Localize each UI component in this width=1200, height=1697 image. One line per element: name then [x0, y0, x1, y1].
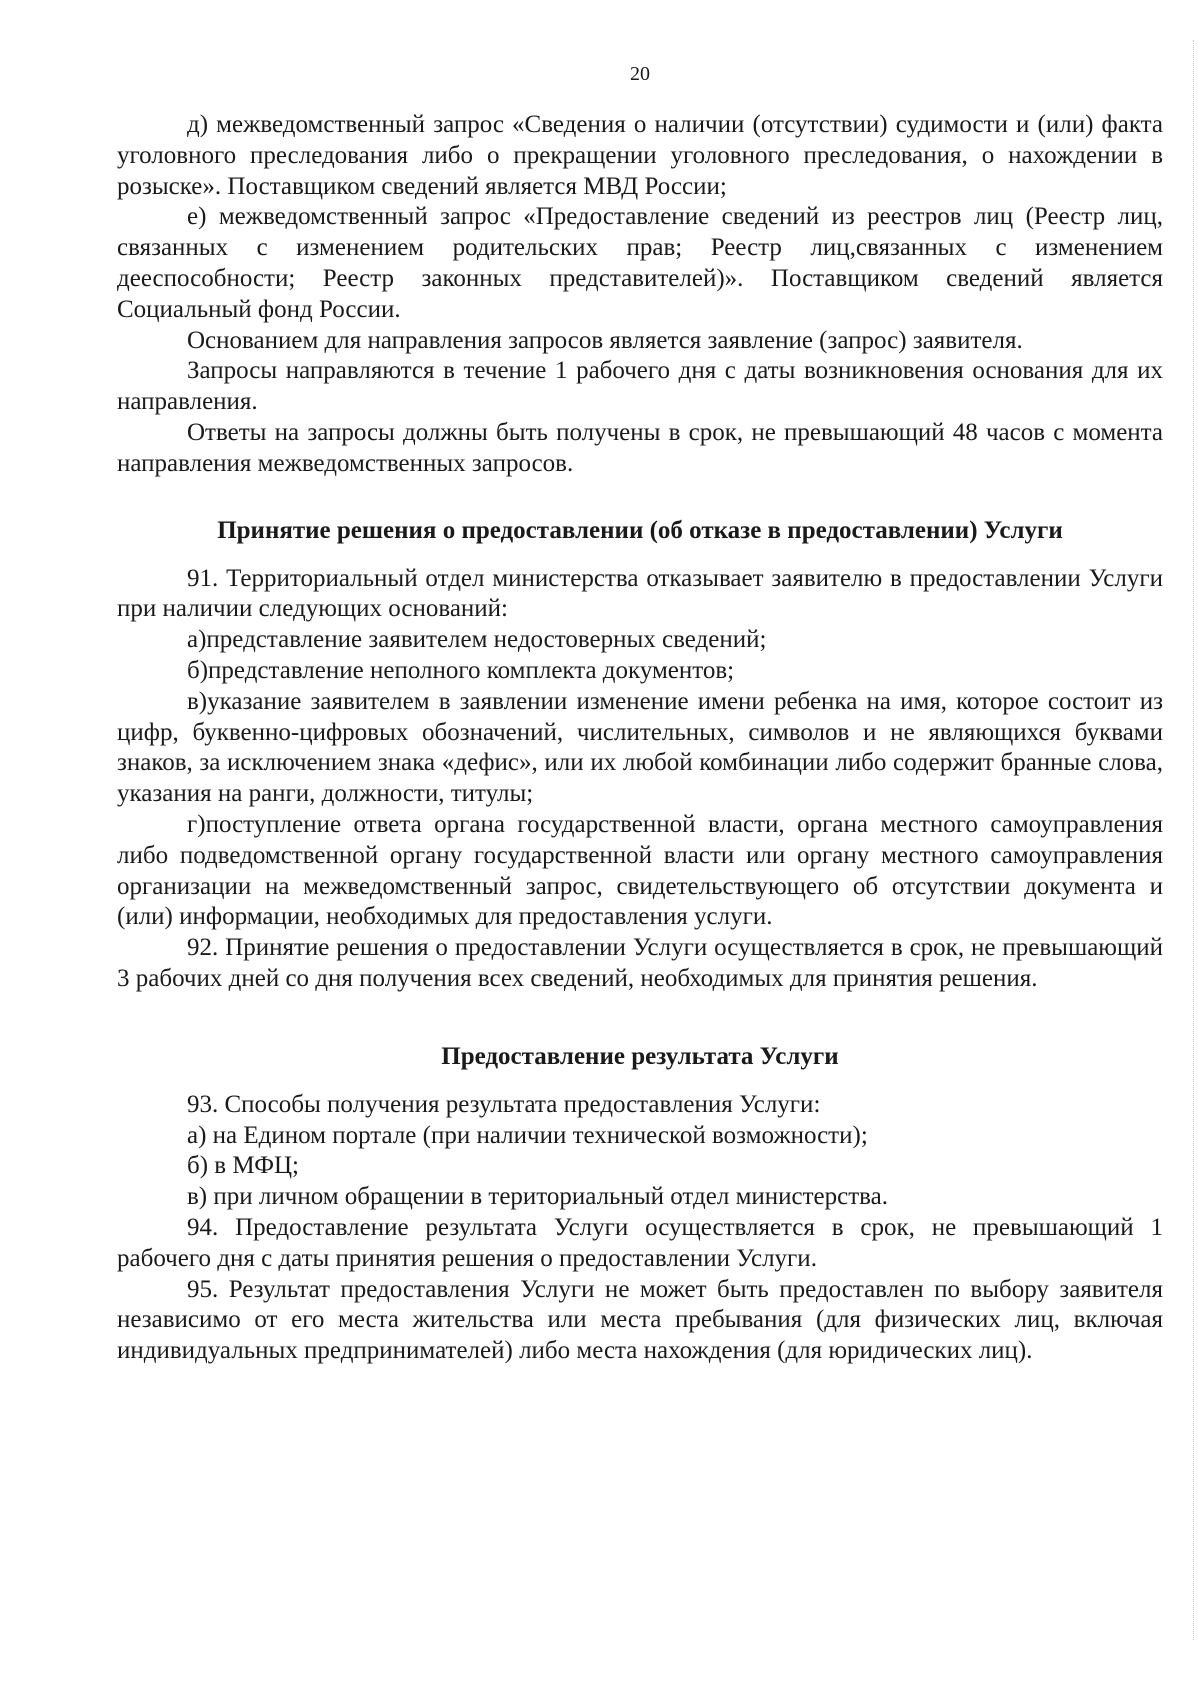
- paragraph-91-b: б)представление неполного комплекта документов;: [187, 656, 735, 684]
- document-body: [117, 110, 1163, 1367]
- paragraph-91-v: в)указание заявителем в заявлении изменение имени ребенка на имя, которое состоит из цифр, буквенно-цифровых обозначений, числительных, символов и не являющихся буквами знаков, за исключением знака «дефис», или их любой комбинации либо содержит бранные слова, указания на ранги, должности, титулы;: [117, 687, 1163, 808]
- paragraph-request-e: е) межведомственный запрос «Предоставление сведений из реестров лиц (Реестр лиц, связанных с изменением родительских прав; Реестр лиц,связанных с изменением дееспособности; Реестр законных представителей)». Поставщиком сведений является Социальный фонд России.: [117, 203, 1163, 323]
- section-heading-result: Предоставление результата Услуги: [441, 1042, 839, 1070]
- paragraph-95: 95. Результат предоставления Услуги не может быть предоставлен по выбору заявителя независимо от его места жительства или места пребывания (для физических лиц, включая индивидуальных предпринимателей) либо места нахождения (для юридических лиц).: [117, 1275, 1163, 1365]
- paragraph-request-timing: Запросы направляются в течение 1 рабочего дня с даты возникновения основания для их направления.: [117, 357, 1163, 416]
- paragraph-request-basis: Основанием для направления запросов является заявление (запрос) заявителя.: [187, 326, 1023, 354]
- scan-edge-marks: [1192, 40, 1194, 1640]
- paragraph-94: 94. Предоставление результата Услуги осуществляется в срок, не превышающий 1 рабочего дня с даты принятия решения о предоставлении Услуги.: [117, 1213, 1163, 1272]
- paragraph-93-a: а) на Едином портале (при наличии технической возможности);: [187, 1121, 868, 1149]
- paragraph-response-timing: Ответы на запросы должны быть получены в срок, не превышающий 48 часов с момента направления межведомственных запросов.: [117, 418, 1163, 477]
- paragraph-93-v: в) при личном обращении в териториальный отдел министерства.: [187, 1183, 888, 1211]
- page-number: 20: [630, 63, 650, 85]
- paragraph-93: 93. Способы получения результата предоставления Услуги:: [187, 1090, 821, 1118]
- paragraph-93-b: б) в МФЦ;: [187, 1152, 299, 1180]
- paragraph-91: 91. Территориальный отдел министерства отказывает заявителю в предоставлении Услуги при наличии следующих оснований:: [117, 564, 1163, 623]
- paragraph-91-a: а)представление заявителем недостоверных сведений;: [187, 626, 767, 654]
- paragraph-91-g: г)поступление ответа органа государственной власти, органа местного самоуправления либо подведомственной органу государственной власти или органу местного самоуправления организации на межведомственный запрос, свидетельствующего об отсутствии документа и (или) информации, необходимых для предоставления услуги.: [117, 810, 1163, 931]
- paragraph-request-d: д) межведомственный запрос «Сведения о наличии (отсутствии) судимости и (или) факта уголовного преследования либо о прекращении уголовного преследования, о нахождении в розыске». Поставщиком сведений является МВД России;: [117, 111, 1163, 200]
- section-heading-decision: Принятие решения о предоставлении (об отказе в предоставлении) Услуги: [217, 516, 1063, 544]
- paragraph-92: 92. Принятие решения о предоставлении Услуги осуществляется в срок, не превышающий 3 рабочих дней со дня получения всех сведений, необходимых для принятия решения.: [117, 934, 1163, 992]
